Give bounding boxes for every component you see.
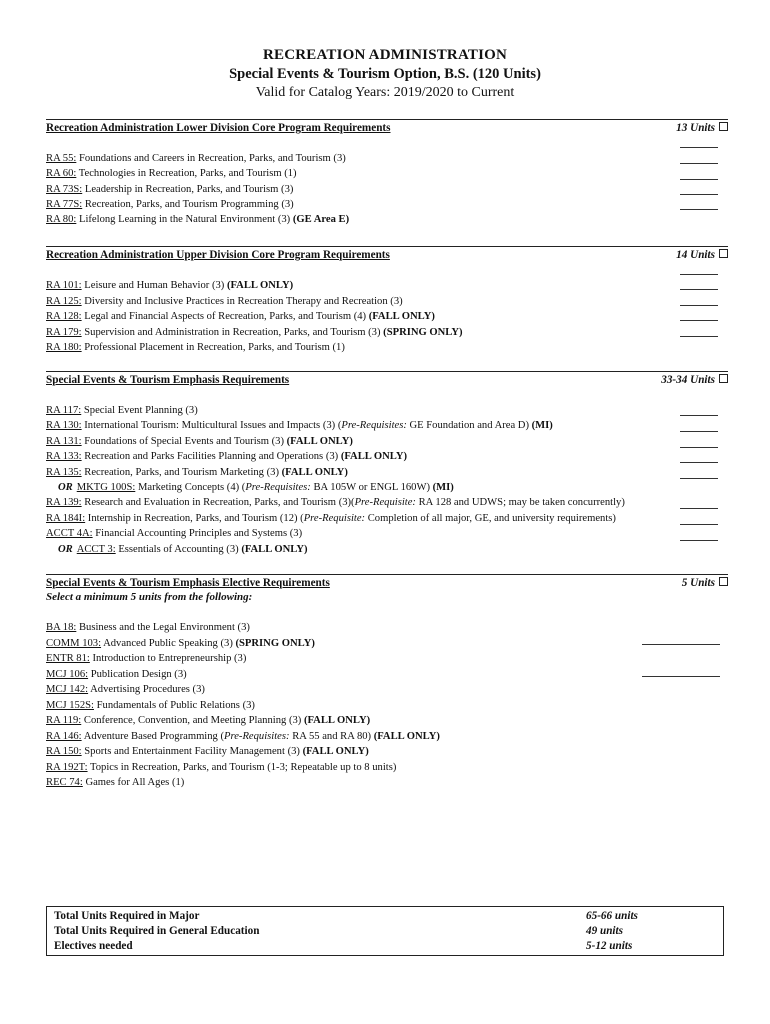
totals-value: 65-66 units bbox=[586, 910, 638, 922]
course-description: Sports and Entertainment Facility Management (3) bbox=[81, 746, 303, 757]
course-code: MKTG 100S: bbox=[76, 482, 136, 493]
totals-label: Total Units Required in Major bbox=[54, 910, 200, 922]
course-code: RA 130: bbox=[46, 420, 82, 432]
course-note: (FALL ONLY) bbox=[241, 543, 308, 555]
course-code: RA 77S: bbox=[46, 198, 83, 210]
course-note: (SPRING ONLY) bbox=[235, 637, 315, 649]
checkbox-icon[interactable] bbox=[719, 249, 728, 258]
course-description: Games for All Ages (1) bbox=[82, 777, 185, 788]
course-description: International Tourism: Multicultural Issues and Impacts (3) ( bbox=[81, 420, 342, 432]
blank-line[interactable] bbox=[680, 478, 718, 479]
course-note: (FALL ONLY) bbox=[286, 435, 353, 447]
blank-line[interactable] bbox=[680, 305, 718, 306]
course-note: (FALL ONLY) bbox=[340, 451, 408, 463]
course-note: (MI) bbox=[531, 420, 553, 432]
totals-label: Electives needed bbox=[54, 940, 133, 952]
checkbox-icon[interactable] bbox=[719, 577, 728, 586]
course-line bbox=[46, 637, 315, 650]
course-description: Foundations of Special Events and Tourism (3) bbox=[81, 435, 287, 447]
course-description: Foundations and Careers in Recreation, Parks, and Tourism (3) bbox=[76, 153, 346, 164]
course-line bbox=[46, 167, 297, 180]
course-line bbox=[46, 279, 293, 292]
course-description: Internship in Recreation, Parks, and Tourism (12) ( bbox=[85, 512, 304, 524]
course-code: RA 146: bbox=[46, 730, 82, 742]
blank-line[interactable] bbox=[680, 336, 718, 337]
course-code: RA 184I: bbox=[46, 512, 86, 524]
course-description: Professional Placement in Recreation, Parks, and Tourism (1) bbox=[81, 342, 345, 353]
blank-line[interactable] bbox=[680, 289, 718, 290]
course-code: RA 150: bbox=[46, 746, 82, 757]
course-code: COMM 103: bbox=[46, 637, 102, 649]
or-keyword: OR bbox=[58, 543, 73, 555]
course-line bbox=[46, 745, 369, 758]
course-code: MCJ 152S: bbox=[46, 699, 94, 711]
blank-line[interactable] bbox=[680, 447, 718, 448]
department-title: RECREATION ADMINISTRATION bbox=[262, 47, 508, 63]
section-units: 33-34 Units bbox=[661, 373, 728, 387]
course-line bbox=[46, 699, 255, 712]
blank-line[interactable] bbox=[680, 431, 718, 432]
course-line bbox=[46, 776, 184, 789]
course-description: Publication Design (3) bbox=[88, 668, 187, 680]
course-code: RA 128: bbox=[46, 311, 82, 322]
section-units: 13 Units bbox=[676, 121, 728, 135]
blank-line[interactable] bbox=[680, 163, 718, 164]
blank-line[interactable] bbox=[642, 676, 720, 677]
blank-line[interactable] bbox=[680, 540, 718, 541]
course-description: Legal and Financial Aspects of Recreation, Parks, and Tourism (4) bbox=[81, 311, 369, 322]
course-description: Supervision and Administration in Recreation, Parks, and Tourism (3) bbox=[81, 326, 384, 338]
course-code: RA 117: bbox=[46, 405, 82, 416]
section-header-elective bbox=[46, 574, 728, 591]
course-description: Advanced Public Speaking (3) bbox=[101, 637, 236, 649]
course-description: Introduction to Entrepreneurship (3) bbox=[89, 653, 247, 664]
course-line bbox=[46, 310, 435, 323]
course-code: ACCT 4A: bbox=[46, 528, 93, 540]
prerequisite-label: Pre-Requisite: bbox=[354, 497, 416, 509]
prerequisite-label: Pre-Requisites: bbox=[245, 482, 311, 493]
course-line bbox=[46, 730, 440, 743]
blank-line[interactable] bbox=[680, 524, 718, 525]
blank-line[interactable] bbox=[680, 147, 718, 148]
section-units: 5 Units bbox=[682, 576, 728, 590]
course-note: (FALL ONLY) bbox=[373, 730, 440, 742]
course-code: RA 179: bbox=[46, 326, 82, 338]
course-note: (FALL ONLY) bbox=[302, 746, 369, 757]
course-line bbox=[46, 326, 463, 339]
totals-row bbox=[54, 925, 714, 940]
course-note: (FALL ONLY) bbox=[303, 715, 371, 726]
course-description: Advertising Procedures (3) bbox=[88, 684, 205, 695]
course-line bbox=[46, 198, 294, 211]
course-code: RA 55: bbox=[46, 153, 77, 164]
course-description: Adventure Based Programming ( bbox=[81, 730, 225, 742]
course-line bbox=[46, 183, 293, 196]
totals-value: 5-12 units bbox=[586, 940, 633, 952]
course-code: MCJ 106: bbox=[46, 668, 89, 680]
course-line bbox=[46, 213, 349, 226]
blank-line[interactable] bbox=[680, 462, 718, 463]
course-line bbox=[46, 527, 302, 540]
course-line bbox=[46, 435, 353, 448]
section-title: Recreation Administration Upper Division Core Program Requirements bbox=[46, 249, 390, 261]
totals-value: 49 units bbox=[586, 925, 623, 937]
course-note: (GE Area E) bbox=[292, 214, 350, 226]
checkbox-icon[interactable] bbox=[719, 122, 728, 131]
elective-instruction: Select a minimum 5 units from the following: bbox=[46, 591, 253, 603]
course-code: RA 80: bbox=[46, 214, 77, 226]
course-description: Marketing Concepts (4) ( bbox=[135, 482, 246, 493]
section-title: Special Events & Tourism Emphasis Requirements bbox=[46, 374, 290, 386]
course-code: RA 119: bbox=[46, 715, 82, 726]
course-code: BA 18: bbox=[46, 622, 77, 633]
course-description: Business and the Legal Environment (3) bbox=[76, 622, 250, 633]
prerequisite-detail: Completion of all major, GE, and university requirements) bbox=[365, 512, 616, 524]
course-code: RA 192T: bbox=[46, 761, 88, 773]
course-note: (SPRING ONLY) bbox=[383, 326, 463, 338]
blank-line[interactable] bbox=[680, 179, 718, 180]
course-code: ACCT 3: bbox=[76, 543, 116, 555]
section-header-emphasis bbox=[46, 371, 728, 388]
course-line bbox=[46, 419, 553, 432]
course-description: Recreation, Parks, and Tourism Marketing (3) bbox=[81, 466, 282, 478]
course-line bbox=[46, 652, 246, 665]
course-code: REC 74: bbox=[46, 777, 83, 788]
course-code: RA 133: bbox=[46, 451, 82, 463]
course-line bbox=[46, 341, 345, 354]
course-code: RA 180: bbox=[46, 342, 82, 353]
course-code: RA 73S: bbox=[46, 183, 83, 195]
course-line bbox=[46, 668, 187, 681]
course-code: ENTR 81: bbox=[46, 653, 90, 664]
blank-line[interactable] bbox=[680, 320, 718, 321]
course-line bbox=[46, 404, 198, 417]
section-units: 14 Units bbox=[676, 248, 728, 262]
section-header-upper-division bbox=[46, 246, 728, 263]
course-line bbox=[46, 496, 625, 509]
course-code: RA 135: bbox=[46, 466, 82, 478]
catalog-years: Valid for Catalog Years: 2019/2020 to Current bbox=[255, 85, 515, 100]
section-header-lower-division bbox=[46, 119, 728, 136]
course-description: Leadership in Recreation, Parks, and Tourism (3) bbox=[82, 183, 294, 195]
course-code: RA 60: bbox=[46, 168, 77, 180]
course-code: RA 101: bbox=[46, 280, 82, 291]
course-note: (FALL ONLY) bbox=[368, 311, 435, 322]
totals-label: Total Units Required in General Education bbox=[54, 925, 260, 937]
course-code: RA 125: bbox=[46, 295, 82, 307]
prerequisite-label: Pre-Requisites: bbox=[224, 730, 290, 742]
course-line bbox=[46, 450, 407, 463]
course-description: Essentials of Accounting (3) bbox=[115, 543, 242, 555]
course-line bbox=[46, 621, 250, 634]
course-line bbox=[46, 683, 205, 696]
course-description: Special Event Planning (3) bbox=[81, 405, 198, 416]
course-line bbox=[58, 481, 454, 494]
blank-line[interactable] bbox=[680, 209, 718, 210]
course-description: Leisure and Human Behavior (3) bbox=[81, 280, 227, 291]
course-line bbox=[58, 543, 308, 556]
prerequisite-detail: GE Foundation and Area D) bbox=[406, 420, 532, 432]
section-title: Recreation Administration Lower Division Core Program Requirements bbox=[46, 122, 391, 134]
course-description: Diversity and Inclusive Practices in Recreation Therapy and Recreation (3) bbox=[81, 295, 403, 307]
course-code: RA 139: bbox=[46, 497, 82, 509]
course-description: Recreation, Parks, and Tourism Programming (3) bbox=[82, 198, 294, 210]
course-line bbox=[46, 152, 346, 165]
course-line bbox=[46, 714, 370, 727]
course-line bbox=[46, 512, 616, 525]
course-description: Fundamentals of Public Relations (3) bbox=[93, 699, 255, 711]
course-line bbox=[46, 761, 396, 774]
course-line bbox=[46, 466, 348, 479]
course-note: (FALL ONLY) bbox=[226, 280, 294, 291]
course-description: Topics in Recreation, Parks, and Tourism (1-3; Repeatable up to 8 units) bbox=[87, 761, 397, 773]
course-description: Conference, Convention, and Meeting Planning (3) bbox=[81, 715, 304, 726]
blank-line[interactable] bbox=[680, 274, 718, 275]
course-description: Research and Evaluation in Recreation, Parks, and Tourism (3)( bbox=[81, 497, 355, 509]
blank-line[interactable] bbox=[680, 194, 718, 195]
course-line bbox=[46, 295, 403, 308]
prerequisite-label: Pre-Requisites: bbox=[341, 420, 407, 432]
course-note: (MI) bbox=[432, 482, 454, 493]
course-description: Recreation and Parks Facilities Planning and Operations (3) bbox=[81, 451, 341, 463]
prerequisite-detail: BA 105W or ENGL 160W) bbox=[310, 482, 433, 493]
program-title: Special Events & Tourism Option, B.S. (120 Units) bbox=[229, 66, 541, 82]
prerequisite-detail: RA 128 and UDWS; may be taken concurrently) bbox=[415, 497, 625, 509]
blank-line[interactable] bbox=[642, 644, 720, 645]
prerequisite-label: Pre-Requisite: bbox=[303, 512, 366, 524]
or-keyword: OR bbox=[58, 482, 73, 493]
course-description: Financial Accounting Principles and Systems (3) bbox=[92, 528, 303, 540]
course-note: (FALL ONLY) bbox=[281, 466, 348, 478]
prerequisite-detail: RA 55 and RA 80) bbox=[289, 730, 374, 742]
blank-line[interactable] bbox=[680, 508, 718, 509]
course-code: RA 131: bbox=[46, 435, 82, 447]
section-title: Special Events & Tourism Emphasis Elective Requirements bbox=[46, 577, 330, 589]
course-description: Technologies in Recreation, Parks, and Tourism (1) bbox=[76, 168, 297, 180]
course-code: MCJ 142: bbox=[46, 684, 89, 695]
course-description: Lifelong Learning in the Natural Environment (3) bbox=[76, 214, 293, 226]
totals-box bbox=[46, 906, 724, 956]
blank-line[interactable] bbox=[680, 415, 718, 416]
checkbox-icon[interactable] bbox=[719, 374, 728, 383]
totals-row bbox=[54, 910, 714, 925]
totals-row bbox=[54, 940, 714, 955]
